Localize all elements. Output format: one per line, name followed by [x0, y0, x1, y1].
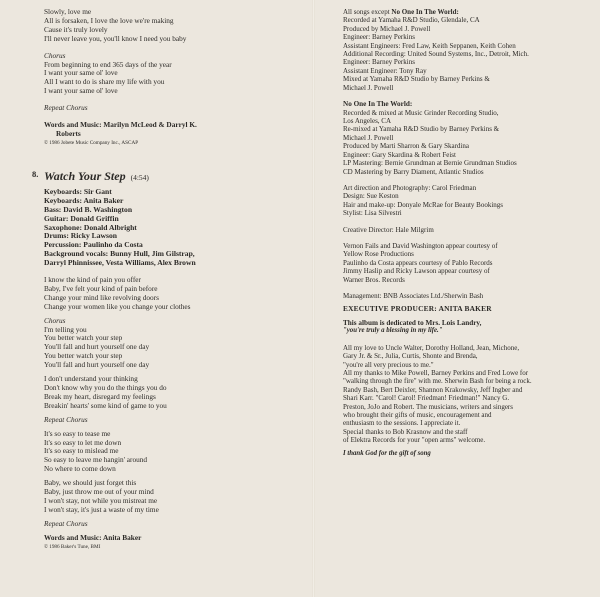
lyric-line: So easy to leave me hangin' around — [44, 455, 148, 465]
track-number: 8. — [32, 168, 39, 179]
credit-line: Management: BNB Associates Ltd./Sherwin Bash — [343, 291, 484, 300]
musician-credit: Background vocals: Bunny Hull, Jim Gilstrap, — [44, 249, 195, 259]
credit-line: who brought their gifts of music, encouragement and — [343, 411, 492, 420]
credit-line: "walking through the fire" with me. Sherwin Bash for being a rock. — [343, 377, 532, 386]
lyric-line: I won't stay, not while you mistreat me — [44, 495, 158, 505]
credit-line: All songs except No One In The World: — [343, 8, 459, 16]
executive-producer: EXECUTIVE PRODUCER: ANITA BAKER — [343, 304, 492, 314]
lyric-line: You better watch your step — [44, 333, 123, 343]
lyric-line: Break my heart, disregard my feelings — [44, 391, 156, 401]
credit-line: Additional Recording: United Sound Systems, Inc., Detroit, Mich. — [343, 50, 529, 59]
lyric-line: Baby, we should just forget this — [44, 478, 137, 488]
repeat-chorus-label: Repeat Chorus — [44, 518, 88, 528]
credit-line: Re-mixed at Yamaha R&D Studio by Barney Perkins & — [343, 125, 500, 134]
credit-line: Special thanks to Bob Krasnow and the staff — [343, 427, 468, 436]
song-writer-credit: Words and Music: Anita Baker — [44, 532, 142, 542]
lyric-line: I'm telling you — [44, 324, 87, 334]
verse-block — [44, 375, 294, 411]
verse-block — [44, 8, 294, 44]
song-writer-credit: Roberts — [56, 128, 81, 138]
song-title: Watch Your Step — [44, 168, 126, 183]
chorus-block — [44, 317, 294, 370]
musician-credit: Drums: Ricky Lawson — [44, 231, 117, 241]
credit-line: Engineer: Barney Perkins — [343, 58, 415, 67]
credit-line: Recorded & mixed at Music Grinder Recording Studio, — [343, 108, 499, 117]
lyric-line: It's so easy to let me down — [44, 437, 122, 447]
lyric-line: Don't know why you do the things you do — [44, 383, 167, 392]
musician-credit: Saxophone: Donald Albright — [44, 222, 137, 232]
credit-line: CD Mastering by Barry Diament, Atlantic Studios — [343, 167, 484, 176]
lyric-line: Change your women like you change your clothes — [44, 301, 191, 311]
credit-line: Produced by Marti Sharron & Gary Skardina — [343, 142, 469, 151]
musician-credit: Guitar: Donald Griffin — [44, 213, 119, 223]
credit-line: Produced by Michael J. Powell — [343, 24, 431, 33]
credit-line: enthusiasm to the sessions. I appreciate it. — [343, 419, 461, 428]
credit-line: Stylist: Lisa Silvestri — [343, 209, 402, 218]
credit-line: Engineer: Gary Skardina & Robert Feist — [343, 150, 456, 159]
dedication: This album is dedicated to Mrs. Lois Landry, — [343, 318, 482, 327]
credit-line: Warner Bros. Records — [343, 275, 405, 284]
musician-credit: Keyboards: Sir Gant — [44, 186, 112, 196]
credit-line: LP Mastering: Bernie Grundman at Bernie Grundman Studios — [343, 159, 517, 168]
chorus-block — [44, 52, 294, 97]
lyric-line: I don't understand your thinking — [44, 374, 138, 384]
credit-line: Gary Jr. & Sr., Julia, Curtis, Shonte and Brenda, — [343, 352, 478, 361]
lyric-line: I know the kind of pain you offer — [44, 275, 141, 285]
lyrics-column — [32, 7, 294, 551]
lyric-line: Slowly, love me — [44, 7, 92, 16]
musician-credit: Percussion: Paulinho da Costa — [44, 240, 143, 250]
lyric-line: I want your same ol' love — [44, 86, 118, 96]
chorus-label: Chorus — [44, 50, 66, 60]
lyric-line: You'll fall and hurt yourself one day — [44, 342, 150, 352]
credit-line: Recorded at Yamaha R&D Studio, Glendale, CA — [343, 16, 480, 25]
credit-heading: No One In The World: — [343, 100, 413, 109]
musician-credits — [44, 188, 294, 268]
credit-line: Assistant Engineers: Fred Law, Keith Seppanen, Keith Cohen — [343, 41, 516, 50]
credit-line: Michael J. Powell — [343, 83, 394, 92]
credit-line: Vernon Fails and David Washington appear courtesy of — [343, 241, 498, 250]
repeat-chorus-label: Repeat Chorus — [44, 414, 88, 424]
lyric-line: Breakin' hearts' some kind of game to you — [44, 400, 167, 410]
lyric-line: It's so easy to mislead me — [44, 446, 119, 456]
musician-credit: Darryl Phinnissee, Vesta Williams, Alex Brown — [44, 258, 196, 268]
lyric-line: Baby, just throw me out of your mind — [44, 487, 154, 497]
credit-line: "you're all very precious to me." — [343, 360, 434, 369]
chorus-label: Chorus — [44, 315, 66, 325]
lyric-line: All I want to do is share my life with you — [44, 77, 165, 87]
lyric-line: It's so easy to tease me — [44, 428, 111, 438]
lyric-line: From beginning to end 365 days of the year — [44, 59, 172, 69]
song-duration: (4:54) — [130, 172, 149, 182]
credit-line: Art direction and Photography: Carol Friedman — [343, 183, 477, 192]
lyric-line: I won't stay, it's just a waste of my time — [44, 504, 159, 514]
dedication-quote: "you're truly a blessing in my life." — [343, 327, 443, 335]
credit-line: All my love to Uncle Walter, Dorothy Holland, Jean, Michone, — [343, 343, 520, 352]
repeat-chorus-label: Repeat Chorus — [44, 103, 88, 113]
lyric-line: No where to come down — [44, 464, 116, 474]
lyric-line: You better watch your step — [44, 351, 123, 361]
credit-line: All my thanks to Mike Powell, Barney Perkins and Fred Lowe for — [343, 369, 529, 377]
closing-thanks: I thank God for the gift of song — [343, 449, 431, 457]
credit-line: of Elektra Records for your "open arms" welcome. — [343, 436, 486, 445]
credit-line: Shari Karr. "Carol! Carol! Friedman! Friedman!" Nancy G. — [343, 394, 510, 403]
credit-line: Design: Sue Keston — [343, 192, 399, 201]
musician-credit: Bass: David B. Washington — [44, 204, 133, 214]
lyric-line: I want your same ol' love — [44, 68, 118, 78]
credit-line: Yellow Rose Productions — [343, 250, 414, 259]
credit-line: Randy Bash, Bert Deixler, Shannon Krakowsky, Jeff Ingber and — [343, 385, 523, 394]
verse-block — [44, 479, 294, 515]
bridge-block — [44, 430, 294, 475]
lyric-line: Change your mind like revolving doors — [44, 292, 159, 302]
verse-block — [44, 276, 294, 312]
credit-line: Mixed at Yamaha R&D Studio by Barney Perkins & — [343, 75, 490, 84]
credit-line: Los Angeles, CA — [343, 117, 392, 126]
credit-line: Engineer: Barney Perkins — [343, 33, 415, 42]
lyric-line: Baby, I've felt your kind of pain before — [44, 283, 158, 293]
credit-line: Preston, JoJo and Robert. The musicians, writers and singers — [343, 402, 513, 411]
page-fold — [312, 0, 315, 597]
musician-credit: Keyboards: Anita Baker — [44, 195, 124, 205]
song-writer-credit: Words and Music: Marilyn McLeod & Darryl K. — [44, 120, 197, 130]
credit-line: Creative Director: Hale Milgrim — [343, 225, 434, 234]
credit-line: Paulinho da Costa appears courtesy of Pablo Records — [343, 258, 493, 267]
credit-line: Jimmy Haslip and Ricky Lawson appear courtesy of — [343, 267, 490, 276]
credit-line: Assistant Engineer: Tony Ray — [343, 66, 427, 75]
copyright-note: © 1986 Jobete Music Company Inc., ASCAP — [44, 139, 139, 146]
song-title-row — [32, 167, 294, 183]
album-credits-column — [343, 8, 593, 458]
credit-line: Hair and make-up: Donyale McRae for Beauty Bookings — [343, 200, 503, 209]
lyric-line: All is forsaken, I love the love we're making — [44, 15, 174, 25]
copyright-note: © 1986 Baker's Tune, BMI — [44, 543, 101, 550]
lyric-line: Cause it's truly lovely — [44, 24, 108, 34]
thank-you-block — [343, 344, 593, 445]
lyric-line: I'll never leave you, you'll know I need you baby — [44, 33, 187, 43]
credit-line: Michael J. Powell — [343, 133, 394, 142]
lyric-line: You'll fall and hurt yourself one day — [44, 360, 150, 370]
